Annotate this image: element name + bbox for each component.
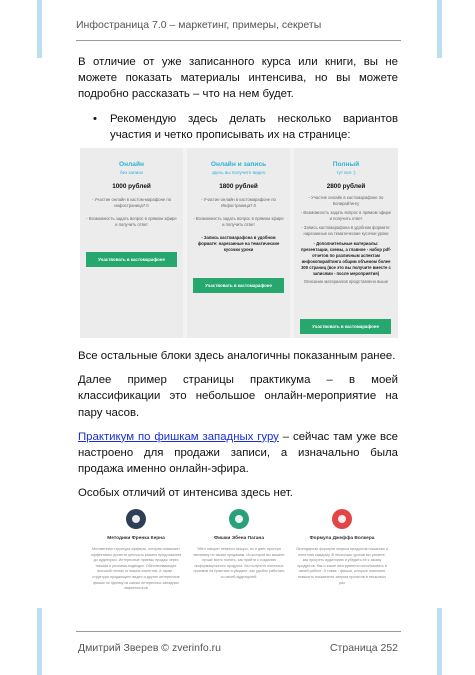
bullet-item xyxy=(78,111,398,143)
paragraph-no-difference: Особых отличий от интенсива здесь нет. xyxy=(78,487,293,500)
pricing-feature-note: Описание материалов представлено выше xyxy=(303,279,389,284)
pricing-feature: - Участие онлайн в кастомарафоне по Копирайтингу xyxy=(308,195,384,206)
bullet-mark: • xyxy=(93,112,97,125)
footer-rule xyxy=(76,631,401,632)
practicum-text: Эбен говорит немного мощно, но и дает простую механику по своим продажам. Из которой вы можете лучше всего понять, как прийти к созданию информационного продукта. Вы получите полезных приемов на практике и увидите, как удобно работать со своей аудиторией. xyxy=(193,547,285,579)
pricing-screenshot xyxy=(80,148,398,338)
paragraph-link xyxy=(78,429,398,478)
practicum-item-kern xyxy=(86,499,186,592)
pricing-column-full xyxy=(294,148,398,338)
pricing-title: Онлайн xyxy=(118,161,144,168)
practicum-link[interactable]: Практикум по фишкам западных гуру xyxy=(78,430,279,443)
pricing-price: 1000 рублей xyxy=(112,183,151,190)
pricing-feature: - Возможность задать вопрос в прямом эфире и получить ответ xyxy=(300,210,392,221)
pricing-button[interactable]: Участвовать в кастомарафоне xyxy=(86,252,177,267)
practicum-title: Фишки Эбена Пагана xyxy=(213,536,264,541)
pricing-column-online xyxy=(80,148,183,338)
pricing-feature: - Участие онлайн в кастом-марафоне по инфостраница7.0 xyxy=(91,197,172,208)
practicum-item-walker xyxy=(292,499,392,586)
pricing-price: 1800 рублей xyxy=(219,183,258,190)
pricing-feature-bold: - Дополнительные материалы: презентации, схемы, а главное - набор pdf-отчетов по различным аспектам инфокопирайтинга общим объемом более 300 страниц (все это вы получите вместе с записями - после мероприятия) xyxy=(301,241,391,276)
bomb-icon xyxy=(126,509,146,529)
practicum-title: Методики Френка Керна xyxy=(107,536,165,541)
pricing-subtitle: без записи xyxy=(120,170,143,175)
pricing-feature: - Запись кастомарафона в удобном формате: нарезанные на тематические кусочки уроки xyxy=(301,225,391,236)
pricing-subtitle: здесь вы получите видео xyxy=(211,170,266,175)
page-header-title: Инфостраница 7.0 – маркетинг, примеры, секреты xyxy=(76,19,322,31)
practicum-text: Легендарная формула запуска продуктов пошагово и понятная каждому. В несколько уроков вы узнаете, как прогреть аудиторию и убедить ее к заказу продуктов. Как и какие инструменты использовать в своей работе. А также - фишки, которые помогают повысить показатели запуска проектов в несколько раз xyxy=(296,547,388,585)
right-margin-line-bottom xyxy=(437,608,442,675)
compass-icon xyxy=(229,509,249,529)
paragraph-link-rest: – сейчас там уже все настроено для продажи записи, а изначально была продажа именно онлайн-эфира. xyxy=(78,430,398,476)
practicum-title: Формула Джеффа Волкера xyxy=(309,536,375,541)
paragraph-practicum: Далее пример страницы практикума – в моей классификации это небольшое онлайн-мероприятие на пару часов. xyxy=(78,374,398,419)
pricing-column-online-record xyxy=(187,148,290,338)
practicum-text: Мгновенная структура офферы, которая позволяет эффективно донести ценность вашего предложения до аудитории. Интересные приемы продаж через письма и реклама-подводки. Обеспечивающие высокий отклик от ваших клиентов. А также - структура продающего видео и другие интересные фишки по одному из самых интересных западных маркетологов xyxy=(90,547,182,591)
practicum-item-pagan xyxy=(189,499,289,581)
pricing-feature: - Возможность задать вопрос в прямом эфире и получить ответ xyxy=(86,216,177,227)
right-margin-line-top xyxy=(437,0,442,58)
footer-page-number: Страница 252 xyxy=(329,642,398,654)
page-content-lower xyxy=(78,348,398,510)
footer-author: Дмитрий Зверев © zverinfo.ru xyxy=(78,642,221,654)
pricing-title: Полный xyxy=(332,161,360,168)
page-content xyxy=(78,54,398,152)
pricing-price: 2800 рублей xyxy=(326,183,366,190)
pricing-title: Онлайн и запись xyxy=(210,161,267,168)
target-icon xyxy=(332,509,352,529)
pricing-button[interactable]: Участвовать в кастомарафоне xyxy=(300,319,391,334)
header-rule xyxy=(76,40,401,41)
pricing-feature-bold: - Запись кастомарафона в удобном формате: нарезанные на тематические кусочки уроки xyxy=(197,235,280,252)
pricing-feature: - Участие онлайн в кастомарафоне по Инфостраница7.0 xyxy=(201,197,276,208)
pricing-feature: - Возможность задать вопрос в прямом эфире и получить ответ xyxy=(193,216,284,227)
pricing-button[interactable]: Участвовать в кастомарафоне xyxy=(193,278,284,293)
bullet-text: Рекомендую здесь делать несколько вариантов участия и четко прописывать их на странице: xyxy=(110,112,398,141)
paragraph-other-blocks: Все остальные блоки здесь аналогичны показанным ранее. xyxy=(78,350,396,362)
left-margin-line-bottom xyxy=(37,608,42,675)
pricing-subtitle: тут все :) xyxy=(336,170,356,175)
left-margin-line-top xyxy=(37,0,42,58)
paragraph-intro: В отличие от уже записанного курса или книги, вы не можете показать материалы интенсива, но вы можете подробно рассказать – что на нем будет. xyxy=(78,56,398,101)
practicum-screenshot xyxy=(80,499,398,611)
